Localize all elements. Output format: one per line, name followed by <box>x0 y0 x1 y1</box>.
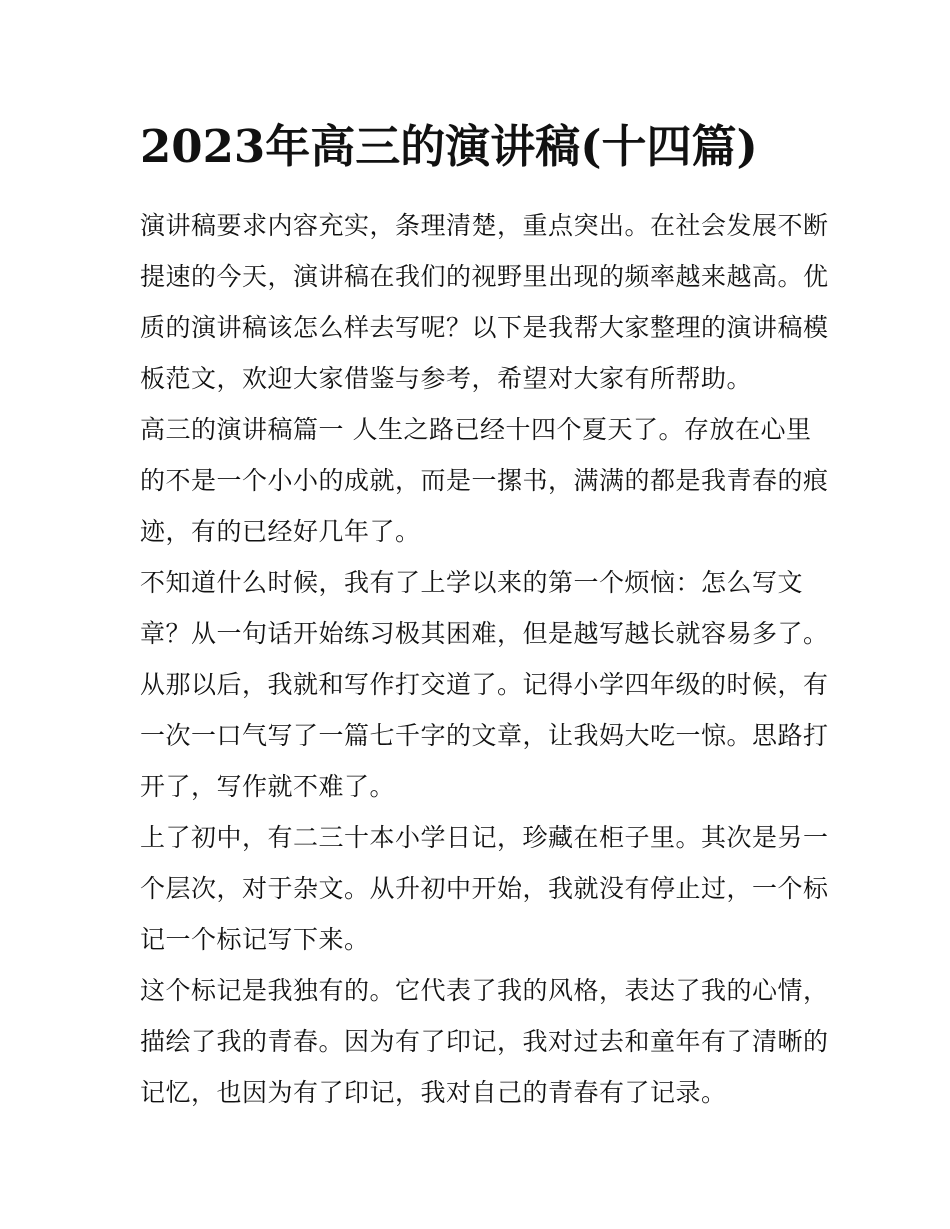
text-line: 迹，有的已经好几年了。 <box>140 517 421 546</box>
text-line: 提速的今天，演讲稿在我们的视野里出现的频率越来越高。优 <box>140 262 829 291</box>
text-line: 从那以后，我就和写作打交道了。记得小学四年级的时候，有 <box>140 670 829 699</box>
text-line: 板范文，欢迎大家借鉴与参考，希望对大家有所帮助。 <box>140 364 753 393</box>
paragraph-mark <box>140 965 829 1118</box>
text-line: 一次一口气写了一篇七千字的文章，让我妈大吃一惊。思路打 <box>140 721 829 750</box>
text-line: 描绘了我的青春。因为有了印记，我对过去和童年有了清晰的 <box>140 1027 829 1056</box>
text-line: 记一个标记写下来。 <box>140 925 370 954</box>
paragraph-intro <box>140 200 829 404</box>
text-line: 记忆，也因为有了印记，我对自己的青春有了记录。 <box>140 1078 727 1107</box>
document-title: 2023年高三的演讲稿(十四篇) <box>140 120 758 173</box>
text-line: 不知道什么时候，我有了上学以来的第一个烦恼：怎么写文 <box>140 568 804 597</box>
text-line: 质的演讲稿该怎么样去写呢？以下是我帮大家整理的演讲稿模 <box>140 313 829 342</box>
text-line: 这个标记是我独有的。它代表了我的风格，表达了我的心情， <box>140 976 829 1005</box>
paragraph-middle-school <box>140 812 829 965</box>
text-line: 高三的演讲稿篇一 人生之路已经十四个夏天了。存放在心里 <box>140 415 812 444</box>
text-line: 个层次，对于杂文。从升初中开始，我就没有停止过，一个标 <box>140 874 829 903</box>
text-line: 演讲稿要求内容充实，条理清楚，重点突出。在社会发展不断 <box>140 211 829 240</box>
document-body <box>140 200 829 1118</box>
text-line: 的不是一个小小的成就，而是一摞书，满满的都是我青春的痕 <box>140 466 829 495</box>
text-line: 章？从一句话开始练习极其困难，但是越写越长就容易多了。 <box>140 619 829 648</box>
text-line: 开了，写作就不难了。 <box>140 772 396 801</box>
paragraph-speech-one-opening <box>140 404 829 557</box>
text-line: 上了初中，有二三十本小学日记，珍藏在柜子里。其次是另一 <box>140 823 829 852</box>
paragraph-writing-worry <box>140 557 829 812</box>
